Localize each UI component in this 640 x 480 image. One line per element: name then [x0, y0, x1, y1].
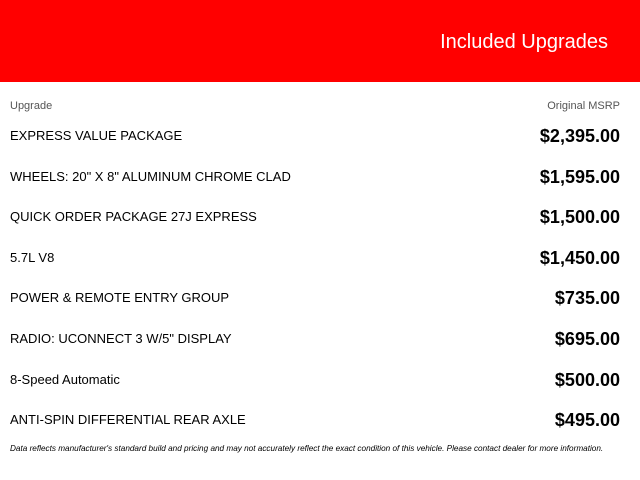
page-title: Included Upgrades — [440, 31, 608, 53]
upgrade-price: $735.00 — [554, 288, 620, 309]
header-banner — [0, 0, 640, 82]
upgrade-row — [0, 319, 640, 360]
upgrade-row — [0, 400, 640, 441]
upgrade-list — [0, 116, 640, 441]
upgrade-name: WHEELS: 20" X 8" ALUMINUM CHROME CLAD — [10, 168, 291, 184]
upgrade-price: $2,395.00 — [539, 126, 620, 146]
upgrade-price: $1,595.00 — [539, 166, 620, 187]
upgrade-price: $500.00 — [554, 369, 620, 390]
upgrade-row — [0, 278, 640, 319]
upgrade-name: EXPRESS VALUE PACKAGE — [10, 128, 183, 143]
upgrade-name: ANTI-SPIN DIFFERENTIAL REAR AXLE — [10, 412, 246, 428]
upgrade-price: $1,500.00 — [539, 207, 620, 228]
upgrade-row — [0, 360, 640, 401]
column-header-msrp: Original MSRP — [547, 100, 620, 112]
upgrade-row — [0, 197, 640, 238]
upgrade-row — [0, 116, 640, 157]
upgrade-name: POWER & REMOTE ENTRY GROUP — [10, 290, 230, 306]
upgrade-price: $495.00 — [554, 410, 620, 431]
upgrade-price: $695.00 — [554, 328, 620, 349]
upgrade-row — [0, 238, 640, 279]
upgrade-name: 5.7L V8 — [10, 249, 55, 265]
upgrade-name: RADIO: UCONNECT 3 W/5" DISPLAY — [10, 330, 232, 346]
upgrade-row — [0, 157, 640, 198]
upgrade-price: $1,450.00 — [539, 247, 620, 268]
column-header-upgrade: Upgrade — [10, 100, 53, 112]
upgrade-name: 8-Speed Automatic — [10, 371, 120, 387]
upgrade-name: QUICK ORDER PACKAGE 27J EXPRESS — [10, 209, 257, 225]
disclaimer-text: Data reflects manufacturer's standard build and pricing and may not accurately reflect the exact condition of this vehicle. Please contact dealer for more information. — [10, 444, 604, 453]
